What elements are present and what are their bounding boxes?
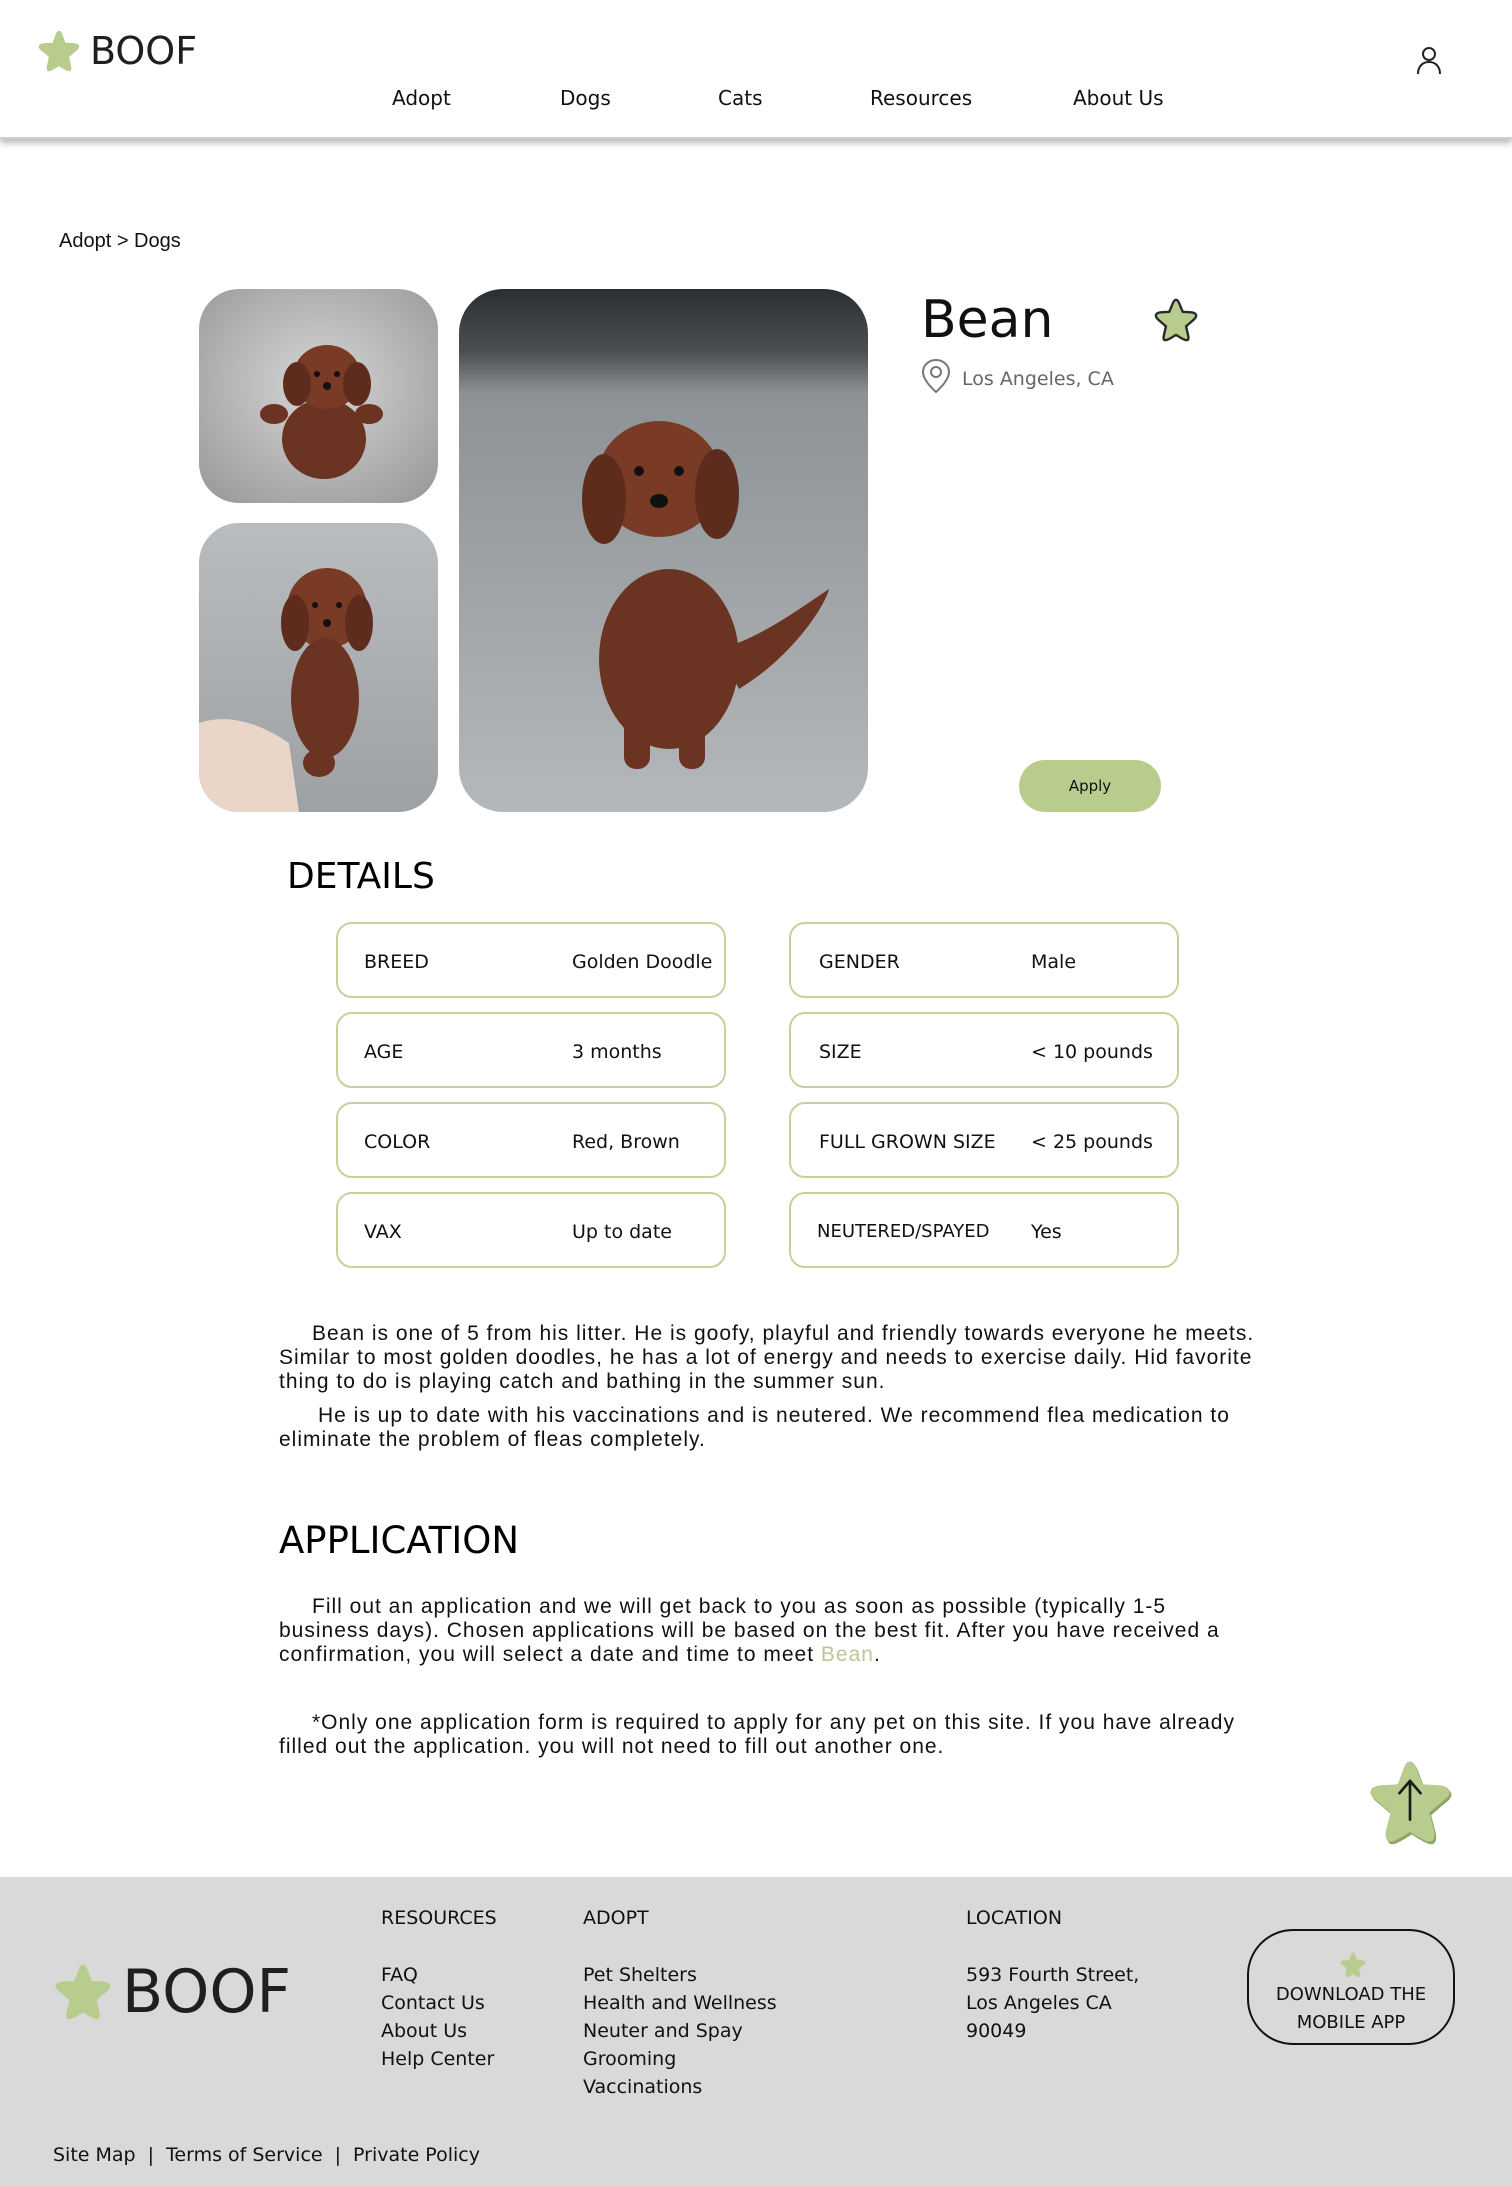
detail-label: FULL GROWN SIZE: [819, 1131, 996, 1153]
site-header: [0, 0, 1512, 139]
detail-card-color: [336, 1102, 726, 1178]
application-text: Fill out an application and we will get back to you as soon as possible (typically 1-5 business days). Chosen applications will be based on the best fit. After you have received a confirmation, you will select a date and time to meet: [279, 1595, 1220, 1666]
star-icon[interactable]: [1152, 296, 1200, 344]
brand-name: BOOF: [90, 29, 198, 73]
star-logo-icon: [36, 28, 82, 74]
detail-card-age: [336, 1012, 726, 1088]
detail-label: SIZE: [819, 1041, 862, 1063]
footer-link-pet-shelters[interactable]: Pet Shelters: [583, 1964, 697, 1986]
user-icon[interactable]: [1413, 44, 1445, 76]
detail-label: VAX: [364, 1221, 402, 1243]
details-heading: DETAILS: [287, 856, 435, 897]
breadcrumb[interactable]: Adopt > Dogs: [59, 230, 181, 252]
pet-name-highlight: Bean: [820, 1643, 874, 1666]
apply-button[interactable]: Apply: [1019, 760, 1161, 812]
footer-brand-name: BOOF: [122, 1957, 292, 2027]
detail-card-neutered-spayed: [789, 1192, 1179, 1268]
detail-label: COLOR: [364, 1131, 431, 1153]
detail-card-size: [789, 1012, 1179, 1088]
footer-link-terms-of-service[interactable]: Terms of Service: [166, 2144, 323, 2166]
detail-label: NEUTERED/SPAYED: [817, 1221, 990, 1242]
footer-link-help-center[interactable]: Help Center: [381, 2048, 495, 2070]
pet-description-paragraph-2: He is up to date with his vaccinations and is neutered. We recommend flea medication to eliminate the problem of fleas completely.: [279, 1404, 1230, 1451]
detail-label: GENDER: [819, 951, 900, 973]
footer-heading-adopt: ADOPT: [583, 1907, 649, 1929]
site-footer: [0, 1877, 1512, 2186]
detail-label: BREED: [364, 951, 429, 973]
footer-link-vaccinations[interactable]: Vaccinations: [583, 2076, 703, 2098]
application-heading: APPLICATION: [279, 1519, 520, 1562]
detail-card-full-grown-size: [789, 1102, 1179, 1178]
footer-address-line: 593 Fourth Street,: [966, 1964, 1140, 1986]
nav-item-resources[interactable]: Resources: [870, 86, 973, 110]
footer-address-line: 90049: [966, 2020, 1027, 2042]
footer-brand-logo[interactable]: [52, 1957, 291, 2027]
download-mobile-app-button[interactable]: [1247, 1929, 1455, 2045]
footer-link-grooming[interactable]: Grooming: [583, 2048, 677, 2070]
footer-link-faq[interactable]: FAQ: [381, 1964, 418, 1986]
detail-value: Yes: [1031, 1221, 1062, 1243]
pet-photo-thumbnail-1[interactable]: [199, 289, 438, 503]
dog-photo-image: [199, 523, 438, 812]
footer-link-contact-us[interactable]: Contact Us: [381, 1992, 485, 2014]
pet-photo-thumbnail-2[interactable]: [199, 523, 438, 812]
detail-value: Up to date: [572, 1221, 672, 1243]
pet-name: Bean: [921, 290, 1054, 350]
map-pin-icon: [920, 358, 952, 394]
footer-location-column: [966, 1907, 1139, 2045]
download-button-label: [1249, 1981, 1453, 2037]
footer-heading-location: LOCATION: [966, 1907, 1063, 1929]
application-paragraph: [279, 1595, 1259, 1667]
star-logo-icon: [52, 1961, 114, 2023]
detail-label: AGE: [364, 1041, 404, 1063]
star-logo-icon: [1339, 1951, 1367, 1979]
dog-photo-image: [199, 289, 438, 503]
detail-value: < 10 pounds: [1031, 1041, 1153, 1063]
nav-item-adopt[interactable]: Adopt: [392, 86, 451, 110]
footer-adopt-column: [583, 1907, 777, 2101]
detail-card-vax: [336, 1192, 726, 1268]
nav-item-dogs[interactable]: Dogs: [560, 86, 611, 110]
detail-value: Male: [1031, 951, 1077, 973]
footer-link-neuter-and-spay[interactable]: Neuter and Spay: [583, 2020, 743, 2042]
footer-resources-column: [381, 1907, 497, 2073]
brand-logo[interactable]: [36, 28, 197, 74]
detail-card-breed: [336, 922, 726, 998]
download-label-line-2: MOBILE APP: [1296, 2012, 1406, 2033]
footer-heading-resources: RESOURCES: [381, 1907, 497, 1929]
detail-value: Red, Brown: [572, 1131, 680, 1153]
footer-address-line: Los Angeles CA: [966, 1992, 1112, 2014]
separator: |: [147, 2144, 155, 2166]
footer-link-private-policy[interactable]: Private Policy: [353, 2144, 480, 2166]
nav-item-cats[interactable]: Cats: [718, 86, 763, 110]
arrow-up-star-icon[interactable]: [1366, 1758, 1454, 1846]
footer-link-about-us[interactable]: About Us: [381, 2020, 468, 2042]
detail-card-gender: [789, 922, 1179, 998]
detail-value: Golden Doodle: [572, 951, 713, 973]
application-note: *Only one application form is required to apply for any pet on this site. If you have already filled out the application. you will not need to fill out another one.: [279, 1711, 1235, 1758]
detail-value: < 25 pounds: [1031, 1131, 1153, 1153]
footer-legal-links: [53, 2144, 480, 2166]
footer-link-site-map[interactable]: Site Map: [53, 2144, 136, 2166]
main-nav: [0, 86, 1512, 116]
download-label-line-1: DOWNLOAD THE: [1275, 1984, 1427, 2005]
pet-location: Los Angeles, CA: [962, 368, 1114, 390]
separator: |: [334, 2144, 342, 2166]
detail-value: 3 months: [572, 1041, 662, 1063]
application-text-end: .: [873, 1643, 881, 1666]
pet-photo-main[interactable]: [459, 289, 868, 812]
footer-link-health-and-wellness[interactable]: Health and Wellness: [583, 1992, 777, 2014]
nav-item-about-us[interactable]: About Us: [1073, 86, 1164, 110]
pet-description-paragraph-1: Bean is one of 5 from his litter. He is goofy, playful and friendly towards everyone he meets. Similar to most golden doodles, he has a lot of energy and needs to exercise daily. Hid favorite thing to do is playing catch and bathing in the summer sun.: [279, 1322, 1255, 1393]
dog-photo-image: [459, 289, 868, 812]
